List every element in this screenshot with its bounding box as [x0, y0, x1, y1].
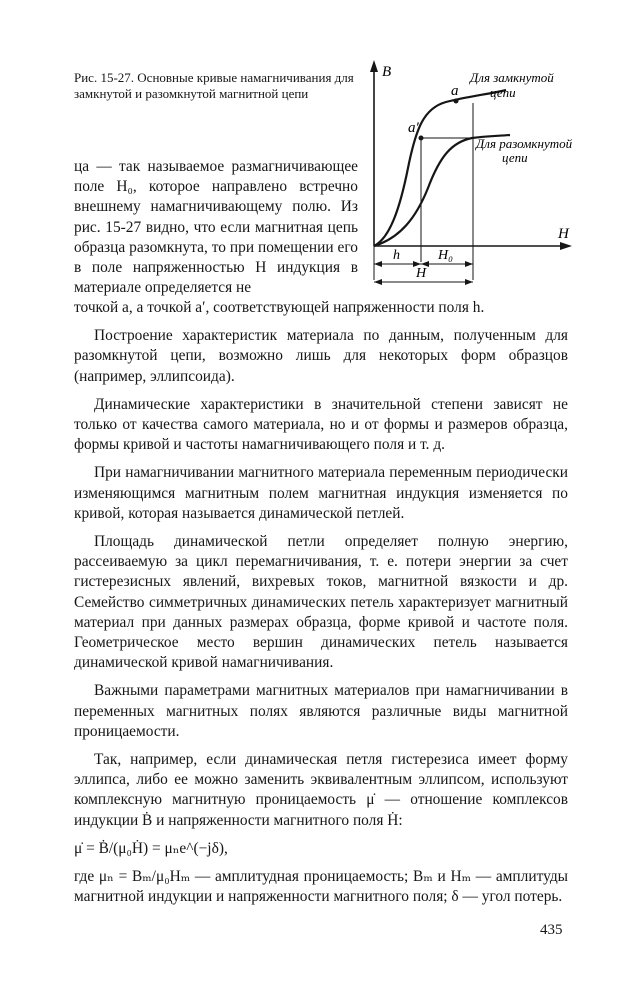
H-dim-arrow-right — [465, 279, 473, 285]
dim-h-label: h — [393, 248, 400, 263]
point-a-prime — [419, 136, 424, 141]
H-dim-arrow-left — [374, 279, 382, 285]
dim-H0-label: H₀ — [438, 248, 453, 263]
point-a-prime-label: a′ — [408, 120, 419, 136]
paragraph-continuation: точкой a, а точкой a′, соответствующей напряженности поля h. — [74, 299, 485, 316]
dim-H-label: H — [416, 266, 427, 281]
paragraph-permeability: Важными параметрами магнитных материалов при намагничивании в переменных магнитных полях являются различные виды магнитной проницаемости. — [74, 682, 568, 740]
magnetization-figure — [360, 58, 580, 298]
x-axis-arrow — [560, 242, 572, 250]
wrapped-paragraph: ца — так называемое размагничивающее поле H₀, которое направлено встречно внешнему намагничивающему полю. Из рис. 15-27 видно, что если магнитная цепь образца разомкнута, то при помещении его в поле напряженностью H индукция в материале определяется не — [74, 158, 358, 297]
magnetization-curves-diagram — [360, 58, 580, 298]
paragraph-ellipse: Так, например, если динамическая петля гистерезиса имеет форму эллипса, либо ее можно заменить эквивалентным эллипсом, используют комплексную магнитную проницаемость μ̇ — отношение комплексов индукции Ḃ и напряженности магнитного поля Ḣ: — [74, 751, 568, 829]
body-text — [74, 298, 568, 915]
paragraph-amplitude-permeability: где μₙ = Bₘ/μ₀Hₘ — амплитудная проницаемость; Bₘ и Hₘ — амплитуды магнитной индукции и напряженности магнитного поля; δ — угол потерь. — [74, 868, 568, 906]
paragraph-alternating-field: При намагничивании магнитного материала переменным периодически изменяющимся магнитным полем магнитная индукция изменяется по кривой, которая называется динамической петлей. — [74, 464, 568, 522]
closed-circuit-curve — [374, 90, 506, 246]
h-dim-arrow-left — [374, 261, 382, 267]
closed-curve-label-2: цепи — [490, 85, 516, 100]
figure-caption: Рис. 15-27. Основные кривые намагничивания для замкнутой и разомкнутой магнитной цепи — [74, 70, 354, 101]
closed-curve-label-1: Для замкнутой — [470, 70, 554, 85]
point-a-label: a — [451, 83, 459, 99]
H0-dim-arrow-right — [465, 261, 473, 267]
open-curve-label-2: цепи — [502, 150, 528, 165]
open-curve-label-1: Для разомкнутой — [476, 136, 573, 151]
formula: μ̇ = Ḃ/(μ₀Ḣ) = μₙe^(−jδ), — [74, 839, 228, 857]
paragraph-construction: Построение характеристик материала по данным, полученным для разомкнутой цепи, возможно лишь для некоторых форм образцов (например, эллипсоида). — [74, 327, 568, 385]
x-axis-label: H — [558, 226, 569, 242]
open-circuit-curve — [374, 135, 510, 246]
y-axis-label: B — [382, 64, 392, 80]
paragraph-loop-area: Площадь динамической петли определяет полную энергию, рассеиваемую за цикл перемагничивания, т. е. потери энергии за счет гистерезисных явлений, вихревых токов, магнитной вязкости и др. Семейство симметричных динамических петель характеризует магнитный материал при данных размерах образца, форме кривой и частоте поля. Геометрическое место вершин динамических петель называется динамической кривой намагничивания. — [74, 533, 568, 672]
point-a — [454, 99, 459, 104]
paragraph-dynamic-characteristics: Динамические характеристики в значительной степени зависят не только от качества самого материала, но и от формы и размеров образца, формы кривой и частоты намагничивающего поля и т. д. — [74, 395, 568, 454]
page-number: 435 — [540, 922, 563, 938]
y-axis-arrow — [370, 60, 378, 72]
